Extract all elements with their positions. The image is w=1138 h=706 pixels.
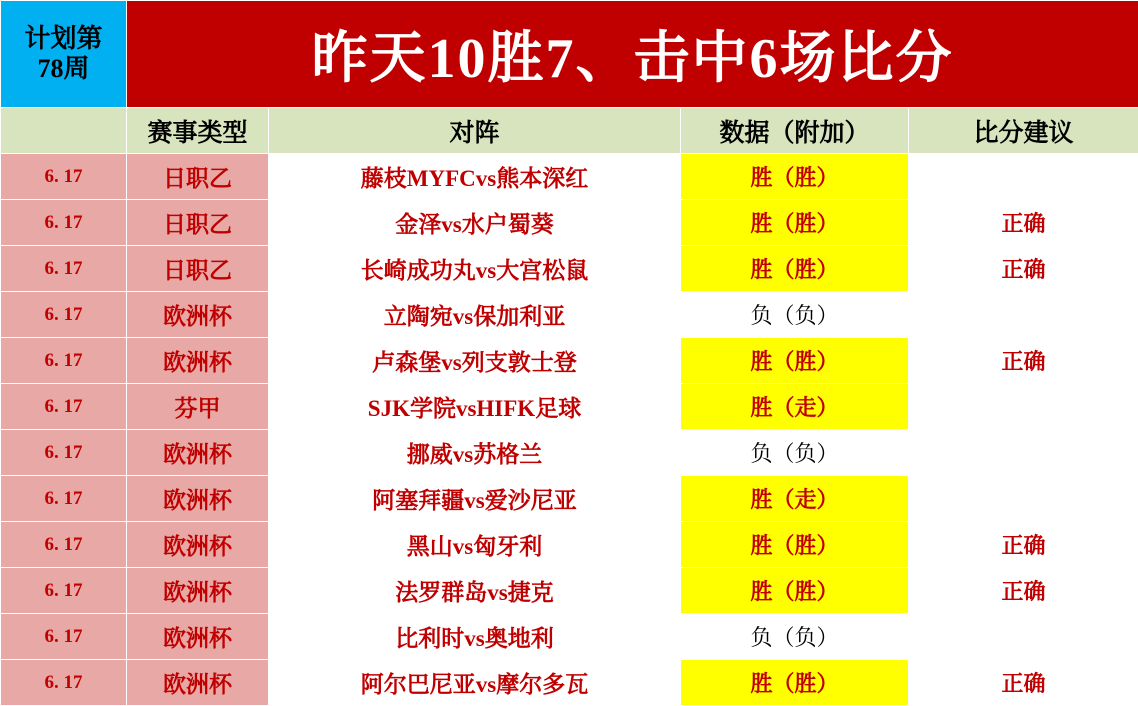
row-league: 欧洲杯 — [127, 476, 269, 522]
row-league: 欧洲杯 — [127, 430, 269, 476]
row-suggestion: 正确 — [909, 200, 1138, 246]
row-suggestion: 正确 — [909, 660, 1138, 706]
row-league: 欧洲杯 — [127, 660, 269, 706]
row-date: 6. 17 — [1, 614, 127, 660]
row-league: 日职乙 — [127, 246, 269, 292]
row-date: 6. 17 — [1, 476, 127, 522]
row-match: 长崎成功丸vs大宫松鼠 — [269, 246, 681, 292]
row-date: 6. 17 — [1, 292, 127, 338]
table-row — [1, 660, 1138, 706]
row-date: 6. 17 — [1, 384, 127, 430]
row-match: 藤枝MYFCvs熊本深红 — [269, 154, 681, 200]
row-league: 日职乙 — [127, 154, 269, 200]
row-league: 芬甲 — [127, 384, 269, 430]
row-data: 负（负） — [681, 292, 909, 338]
row-data: 负（负） — [681, 614, 909, 660]
row-date: 6. 17 — [1, 200, 127, 246]
table-row — [1, 200, 1138, 246]
row-suggestion: 正确 — [909, 568, 1138, 614]
table-row — [1, 476, 1138, 522]
table-row — [1, 246, 1138, 292]
row-date: 6. 17 — [1, 430, 127, 476]
row-data: 胜（走） — [681, 384, 909, 430]
column-header-type: 赛事类型 — [127, 108, 269, 154]
row-data: 胜（胜） — [681, 338, 909, 384]
table-row — [1, 292, 1138, 338]
row-date: 6. 17 — [1, 568, 127, 614]
column-header-data: 数据（附加） — [681, 108, 909, 154]
row-data: 胜（胜） — [681, 200, 909, 246]
week-label-line1: 计划第 — [24, 24, 103, 54]
row-date: 6. 17 — [1, 246, 127, 292]
row-league: 欧洲杯 — [127, 614, 269, 660]
table-row — [1, 384, 1138, 430]
row-date: 6. 17 — [1, 660, 127, 706]
row-match: 卢森堡vs列支敦士登 — [269, 338, 681, 384]
row-date: 6. 17 — [1, 522, 127, 568]
row-data: 胜（胜） — [681, 246, 909, 292]
row-suggestion — [909, 292, 1138, 338]
row-date: 6. 17 — [1, 338, 127, 384]
table-body — [1, 1, 1138, 706]
row-suggestion — [909, 614, 1138, 660]
row-date: 6. 17 — [1, 154, 127, 200]
table-row — [1, 614, 1138, 660]
column-header-match: 对阵 — [269, 108, 681, 154]
row-data: 胜（胜） — [681, 660, 909, 706]
row-data: 胜（胜） — [681, 154, 909, 200]
table-row — [1, 568, 1138, 614]
week-badge — [1, 1, 127, 108]
table-row — [1, 522, 1138, 568]
row-match: 法罗群岛vs捷克 — [269, 568, 681, 614]
row-suggestion — [909, 476, 1138, 522]
table-row — [1, 154, 1138, 200]
row-match: 阿尔巴尼亚vs摩尔多瓦 — [269, 660, 681, 706]
row-match: 挪威vs苏格兰 — [269, 430, 681, 476]
row-data: 胜（胜） — [681, 568, 909, 614]
row-data: 胜（胜） — [681, 522, 909, 568]
row-suggestion — [909, 430, 1138, 476]
row-match: 立陶宛vs保加利亚 — [269, 292, 681, 338]
row-match: SJK学院vsHIFK足球 — [269, 384, 681, 430]
row-match: 金泽vs水户蜀葵 — [269, 200, 681, 246]
row-data: 负（负） — [681, 430, 909, 476]
row-league: 欧洲杯 — [127, 338, 269, 384]
row-suggestion: 正确 — [909, 522, 1138, 568]
column-header-date — [1, 108, 127, 154]
row-suggestion: 正确 — [909, 246, 1138, 292]
row-league: 欧洲杯 — [127, 568, 269, 614]
row-suggestion: 正确 — [909, 338, 1138, 384]
table-row — [1, 430, 1138, 476]
row-match: 比利时vs奥地利 — [269, 614, 681, 660]
row-match: 阿塞拜疆vs爱沙尼亚 — [269, 476, 681, 522]
row-data: 胜（走） — [681, 476, 909, 522]
row-match: 黑山vs匈牙利 — [269, 522, 681, 568]
title-row — [1, 1, 1138, 108]
row-league: 欧洲杯 — [127, 522, 269, 568]
table-row — [1, 338, 1138, 384]
week-label-line2: 78周 — [37, 54, 90, 83]
column-header-row — [1, 108, 1138, 154]
row-suggestion — [909, 384, 1138, 430]
column-header-suggestion: 比分建议 — [909, 108, 1138, 154]
page-title: 昨天10胜7、击中6场比分 — [127, 1, 1138, 108]
row-suggestion — [909, 154, 1138, 200]
row-league: 日职乙 — [127, 200, 269, 246]
row-league: 欧洲杯 — [127, 292, 269, 338]
